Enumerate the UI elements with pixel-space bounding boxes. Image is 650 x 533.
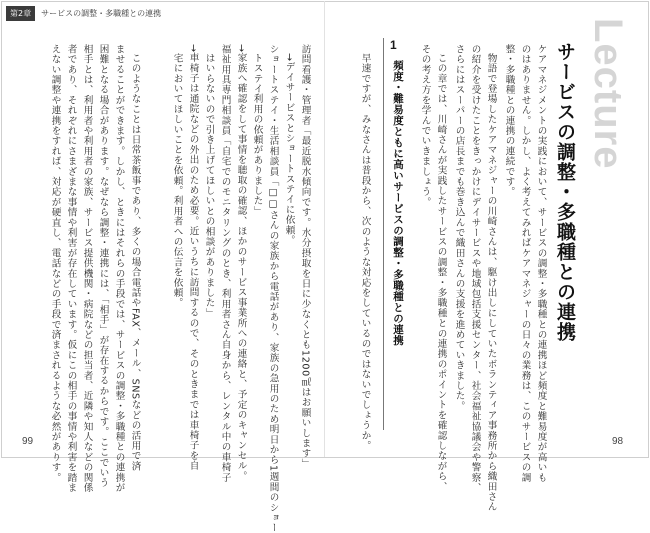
chapter-title: サービスの調整・多職種との連携 — [41, 9, 162, 18]
chapter-label: 第2章 — [6, 6, 35, 21]
intro-line: さらにはスーパーの店長までも巻き込んで織田さんの支援を進めていきました。 — [453, 44, 465, 412]
example-line: 訪問看護・管理者「最近脱水傾向です。水分摂取を日に少なくとも1200㎖はお願いします」 — [299, 44, 311, 469]
page-number-left: 99 — [22, 436, 34, 447]
example-line: ショートステイ・生活相談員「□□さんの家族から電話があり、家族の急用のため明日から1週間のショー — [267, 44, 279, 533]
chapter-header — [6, 6, 161, 21]
body-line: えない調整や連携をすれば、対応が硬直し、電話などの手段で済まされるような必然がありす。 — [49, 44, 61, 483]
intro-line: 整・多職種との連携の連続です。 — [503, 44, 515, 197]
example-line: 宅においてほしいことを依頼。利用者への伝言を依頼。 — [171, 53, 183, 308]
example-line: 福祉用具専門相談員「自宅でのモニタリングのとき、利用者さん自身から、レンタル中の車椅子 — [219, 44, 231, 483]
body-line: 相手とは、利用者や利用者の家族、サービス提供機関・病院などの担当者、近隣や知人などの関係 — [81, 44, 93, 493]
intro-line: ケアマネジメントの実践において、サービスの調整・多職種との連携ほど頻度と難易度が高いも — [535, 44, 547, 483]
body-line: 者であり、それぞれにさまざまな事情や利害が存在しています。仮にこの相手の事情や利害を踏ま — [65, 44, 77, 493]
intro-line: の紹介を受けたことをきっかけにデイサービスや地域包括支援センター、社会福祉協議会や警察、 — [469, 44, 481, 493]
example-line: →デイサービスとショートステイに依頼。 — [283, 53, 295, 246]
section-rule — [383, 38, 384, 430]
intro-line: この章では、川崎さんが実践したサービスの調整・多職種との連携のポイントを確認しながら、 — [435, 53, 447, 492]
example-line: →家族へ確認をして事情を聴取の確認、ほかのサービス事業所への連絡と、予定のキャンセル。 — [235, 44, 247, 482]
page-number-right: 98 — [612, 436, 624, 447]
section-number: 1 — [390, 38, 397, 52]
example-line: トステイ利用の依頼がありました」 — [251, 53, 263, 217]
body-line: 困難となる場合があります。なぜなら調整・連携には、「相手」が存在するからです。ここでいう — [97, 44, 109, 488]
page-title: サービスの調整・多職種との連携 — [554, 42, 576, 342]
body-line: ませることができます。しかし、ときにはそれらの手段では、サービスの調整・多職種との連携が — [113, 44, 125, 493]
example-line: はいらないので引き上げてほしいとの相談がありました」 — [203, 53, 215, 319]
lecture-heading: Lecture — [586, 18, 630, 170]
intro-line: のはありません。しかし、よく考えてみればケアマネジャーの日々の業務は、このサービスの調 — [519, 44, 531, 483]
intro-line: その考え方を学んでいきましょう。 — [419, 44, 431, 208]
example-line: →車椅子は通院などの外出のため必要。近いうちに訪問するので、そのときまでは車椅子を自 — [187, 44, 199, 471]
intro-line: 物語で登場したケアマネジャーの川崎さんは、駆け出しにしていたボランティア事務所から織田さん — [485, 53, 497, 512]
section-title: 頻度・難易度ともに高いサービスの調整・多職種との連携 — [392, 60, 404, 346]
section-lead: 早速ですが、みなさんは普段から、次のような対応をしているのではないでしょうか。 — [359, 53, 371, 451]
body-line: このようなことは日常茶飯事であり、多くの場合電話やFAX、メール、SNSなどの活用で済 — [129, 53, 141, 472]
book-gutter — [324, 1, 325, 457]
